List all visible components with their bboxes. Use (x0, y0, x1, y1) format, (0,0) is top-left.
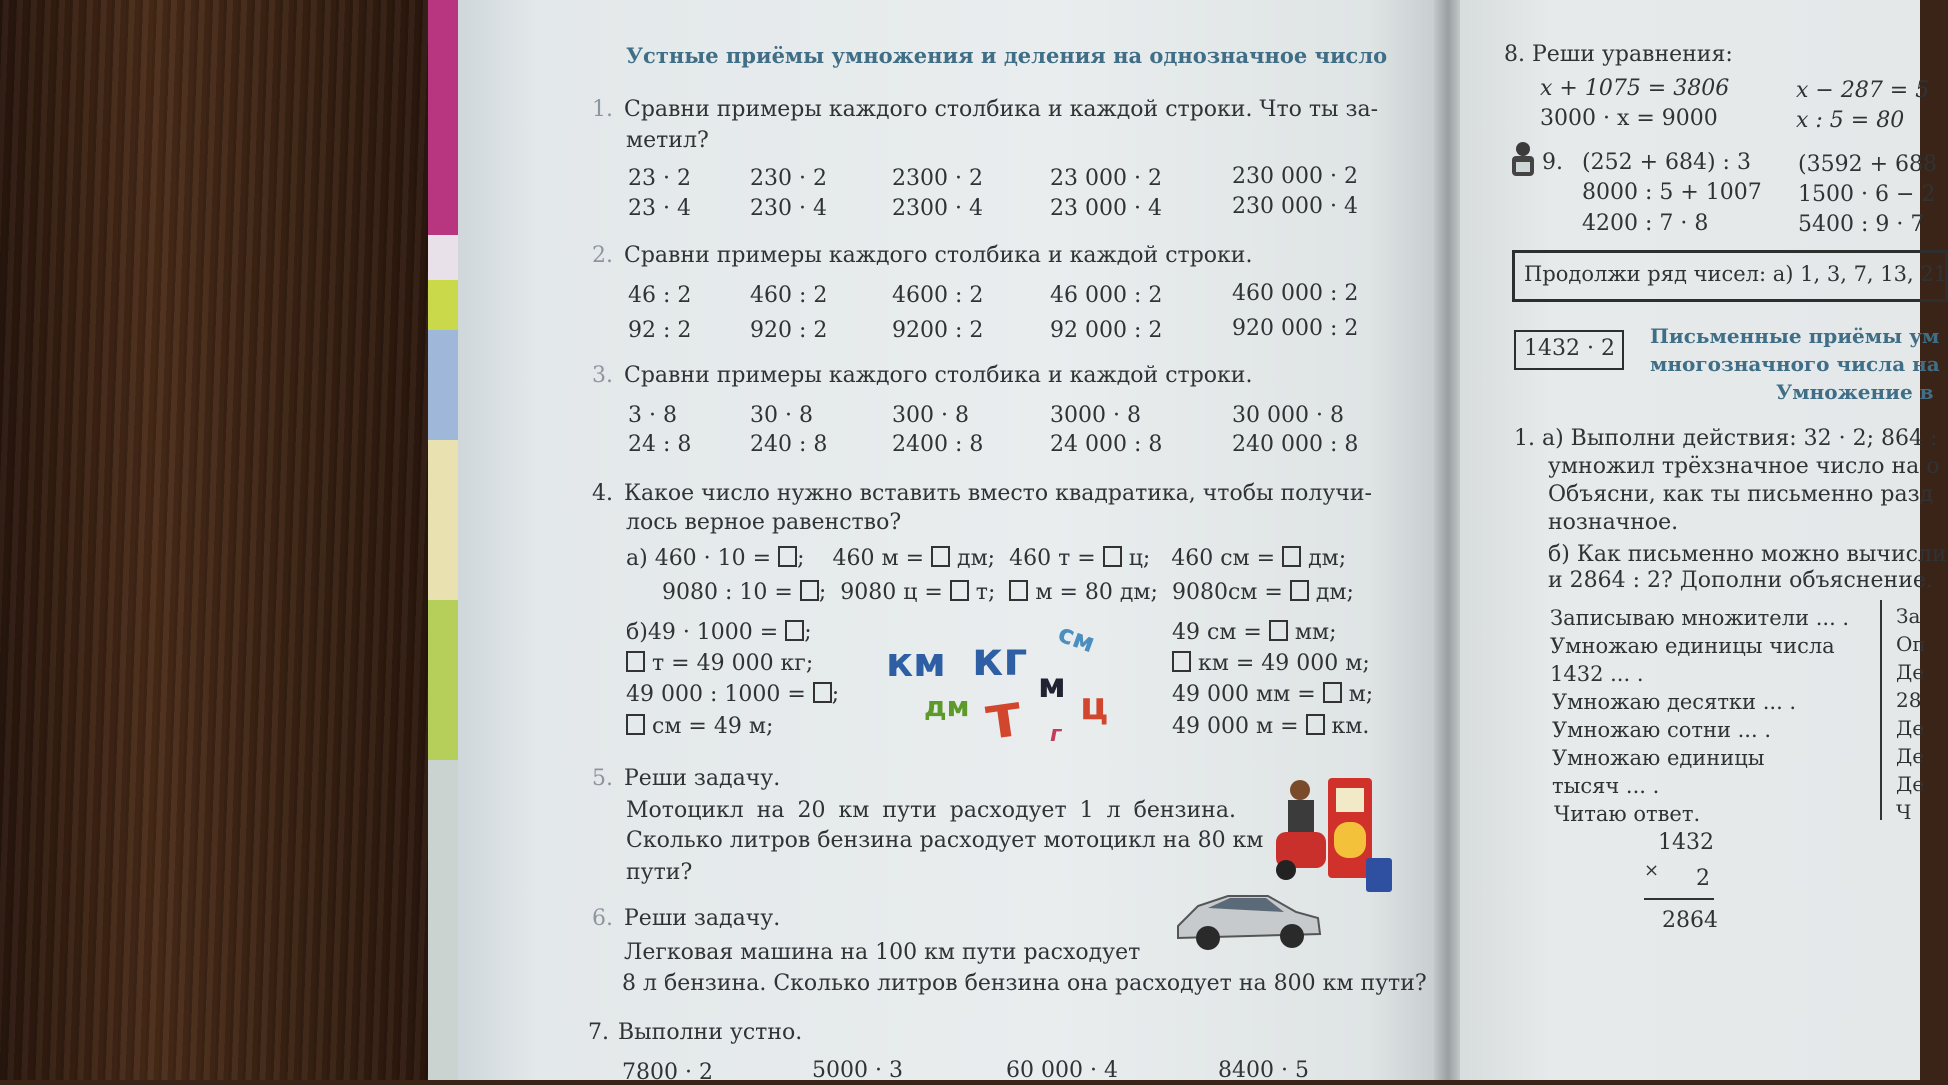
task-5-line1: Мотоцикл на 20 км пути расходует 1 л бензина. (626, 798, 1236, 823)
equation: x : 5 = 80 (1796, 108, 1905, 133)
task-2-cell: 460 : 2 (750, 283, 828, 308)
expr: ; (831, 682, 840, 707)
expr: т; (968, 580, 996, 605)
expr: 9080 : 10 = (662, 580, 793, 605)
task-1-cell: 23 000 · 2 (1050, 166, 1162, 191)
task-2-cell: 920 : 2 (750, 318, 828, 343)
task-3-cell: 30 000 · 8 (1232, 403, 1344, 428)
expr: см = 49 м; (645, 714, 774, 739)
task-4-line2: лось верное равенство? (626, 510, 902, 535)
car-illustration (1168, 876, 1328, 956)
task-2-cell: 9200 : 2 (892, 318, 984, 343)
expr: 9080 ц = (840, 580, 943, 605)
task-9-expr: (252 + 684) : 3 (1582, 150, 1751, 175)
answer-box (778, 546, 797, 567)
answer-box (626, 714, 645, 735)
answer-box (1269, 620, 1288, 641)
section-tag: 1432 · 2 (1524, 336, 1615, 361)
task-4-line1: Какое число нужно вставить вместо квадратика, чтобы получи- (624, 481, 1372, 506)
expr: дм; (950, 546, 996, 571)
q1-line: и 2864 : 2? Дополни объяснение. (1548, 568, 1933, 593)
task-4b-l1 (626, 620, 812, 645)
expr: а) 460 · 10 = (626, 546, 772, 571)
calc-result: 2864 (1662, 908, 1718, 933)
task-1-cell: 230 000 · 4 (1232, 194, 1358, 219)
answer-box (800, 580, 819, 601)
task-3-cell: 30 · 8 (750, 403, 813, 428)
expr: км = 49 000 м; (1191, 651, 1370, 676)
task-1-line1: Сравни примеры каждого столбика и каждой строки. Что ты за- (624, 97, 1379, 122)
task-4b-r1 (1172, 620, 1337, 645)
task-6-line2: 8 л бензина. Сколько литров бензина она расходует на 800 км пути? (622, 971, 1427, 996)
task-4a-row2 (662, 580, 1354, 605)
task-7-item: 5000 · 3 (812, 1058, 903, 1083)
answer-box (1290, 580, 1309, 601)
task-4b-l3 (626, 682, 839, 707)
task-5-number: 5. (592, 766, 613, 791)
answer-box (1103, 546, 1122, 567)
task-2-cell: 920 000 : 2 (1232, 316, 1359, 341)
side-fragment: Де (1896, 772, 1925, 796)
task-6-head: Реши задачу. (624, 906, 781, 931)
expr: 49 000 : 1000 = (626, 682, 806, 707)
task-6-number: 6. (592, 906, 613, 931)
unit-letter: дм (924, 690, 970, 723)
answer-box (785, 620, 804, 641)
section-title-line2: многозначного числа на (1650, 352, 1940, 376)
answer-box (1323, 682, 1342, 703)
task-3-cell: 3 · 8 (628, 403, 677, 428)
expr: м = 80 дм; (1028, 580, 1158, 605)
q1-line: б) Как письменно можно вычисли (1548, 542, 1947, 567)
page-gutter (1434, 0, 1462, 1080)
task-3-line1: Сравни примеры каждого столбика и каждой строки. (624, 363, 1253, 388)
task-4-number: 4. (592, 481, 613, 506)
expr: ; (818, 580, 827, 605)
side-fragment: Ч (1896, 800, 1912, 824)
side-fragment: Де (1896, 716, 1925, 740)
side-fragment: 28 (1896, 688, 1922, 712)
unit-letter: ц (1080, 684, 1109, 728)
expr: 9080см = (1171, 580, 1283, 605)
answer-box (626, 651, 645, 672)
unit-letter: т (981, 679, 1026, 755)
expr: мм; (1287, 620, 1337, 645)
continue-sequence-text: Продолжи ряд чисел: а) 1, 3, 7, 13, 21 (1524, 262, 1948, 286)
task-2-line1: Сравни примеры каждого столбика и каждой строки. (624, 243, 1253, 268)
expr: б)49 · 1000 = (626, 620, 779, 645)
expr: 49 000 мм = (1172, 682, 1316, 707)
q1-line: Объясни, как ты письменно разд (1548, 482, 1934, 507)
expr: ц; (1121, 546, 1151, 571)
side-fragment: Де (1896, 660, 1925, 684)
unit-letter: кг (972, 632, 1028, 686)
page-title: Устные приёмы умножения и деления на однозначное число (626, 43, 1388, 68)
task-7-item: 60 000 · 4 (1006, 1058, 1118, 1083)
task-9-expr: 4200 : 7 · 8 (1582, 211, 1709, 236)
task-1-cell: 2300 · 4 (892, 196, 983, 221)
equation: x − 287 = 5 (1796, 78, 1930, 103)
calc-multiplicand: 1432 (1658, 830, 1714, 855)
answer-box (1009, 580, 1028, 601)
task-1-number: 1. (592, 97, 613, 122)
task-7-item: 7800 · 2 (622, 1060, 713, 1085)
side-fragment: За (1896, 604, 1921, 628)
step-line: Умножаю десятки ... . (1552, 690, 1797, 714)
unit-letter: см (1053, 618, 1099, 660)
expr: ; (797, 546, 805, 571)
expr: дм; (1301, 546, 1347, 571)
task-5-line2: Сколько литров бензина расходует мотоцикл на 80 км (626, 828, 1264, 853)
task-9-expr: 1500 · 6 − 2 (1798, 182, 1936, 207)
side-fragment: Де (1896, 744, 1925, 768)
task-5-head: Реши задачу. (624, 766, 781, 791)
unit-letter: км (886, 640, 946, 686)
task-1-cell: 23 · 4 (628, 196, 691, 221)
task-3-cell: 3000 · 8 (1050, 403, 1141, 428)
unit-letter: м (1038, 666, 1066, 706)
task-4b-l2 (626, 651, 813, 676)
answer-box (950, 580, 969, 601)
task-1-cell: 23 · 2 (628, 166, 691, 191)
task-5-line3: пути? (626, 860, 693, 885)
step-line: Умножаю единицы числа (1550, 634, 1835, 658)
task-1-cell: 23 000 · 4 (1050, 196, 1162, 221)
task-2-cell: 460 000 : 2 (1232, 281, 1359, 306)
q1-line: нозначное. (1548, 510, 1679, 535)
expr: 460 м = (832, 546, 925, 571)
task-4b-r4 (1172, 714, 1369, 739)
answer-box (1172, 651, 1191, 672)
task-4b-r2 (1172, 651, 1370, 676)
expr: ; (804, 620, 812, 645)
unit-letter: г (1050, 722, 1062, 747)
child-reading-icon (1508, 140, 1538, 178)
task-7-number: 7. (588, 1020, 609, 1045)
expr: 460 т = (1009, 546, 1096, 571)
task-8-head: 8. Реши уравнения: (1504, 42, 1733, 67)
task-3-cell: 24 000 : 8 (1050, 432, 1163, 457)
task-9-number: 9. (1542, 150, 1563, 175)
step-line: Умножаю единицы (1552, 746, 1765, 770)
task-2-number: 2. (592, 243, 613, 268)
task-7-head: Выполни устно. (618, 1020, 803, 1045)
task-2-cell: 92 : 2 (628, 318, 692, 343)
calc-underline (1644, 898, 1714, 900)
expr: м; (1341, 682, 1374, 707)
calc-sign: × (1644, 860, 1660, 881)
expr: дм; (1308, 580, 1354, 605)
q1-line: 1. а) Выполни действия: 32 · 2; 864 : (1514, 426, 1938, 451)
step-line: тысяч ... . (1552, 774, 1660, 798)
equation: 3000 · x = 9000 (1540, 106, 1718, 131)
expr: 49 см = (1172, 620, 1262, 645)
task-3-cell: 240 000 : 8 (1232, 432, 1359, 457)
equation: x + 1075 = 3806 (1540, 76, 1730, 101)
step-line: Записываю множители ... . (1550, 606, 1850, 630)
section-title-line3: Умножение в (1776, 380, 1934, 404)
expr: т = 49 000 кг; (645, 651, 814, 676)
task-4a-row1 (626, 546, 1346, 571)
task-2-cell: 92 000 : 2 (1050, 318, 1163, 343)
step-line: Умножаю сотни ... . (1552, 718, 1772, 742)
task-1-line2: метил? (626, 128, 709, 153)
answer-box (931, 546, 950, 567)
task-9-expr: 8000 : 5 + 1007 (1582, 180, 1762, 205)
answer-box (1282, 546, 1301, 567)
step-line: 1432 ... . (1550, 662, 1644, 686)
section-title-line1: Письменные приёмы ум (1650, 324, 1940, 348)
answer-box (813, 682, 832, 703)
task-2-cell: 46 : 2 (628, 283, 692, 308)
answer-box (1306, 714, 1325, 735)
task-3-cell: 240 : 8 (750, 432, 828, 457)
expr: км. (1324, 714, 1370, 739)
task-9-expr: 5400 : 9 · 7 (1798, 212, 1925, 237)
task-9-expr: (3592 + 688 (1798, 152, 1937, 177)
q1-line: умножил трёхзначное число на о (1548, 454, 1940, 479)
task-1-cell: 2300 · 2 (892, 166, 983, 191)
task-6-line1: Легковая машина на 100 км пути расходует (624, 940, 1141, 965)
side-fragment: Оп (1896, 632, 1926, 656)
book-spine (428, 0, 458, 1080)
task-4b-l4 (626, 714, 773, 739)
expr: 49 000 м = (1172, 714, 1299, 739)
column-divider (1880, 600, 1882, 820)
expr: 460 см = (1171, 546, 1276, 571)
task-1-cell: 230 · 2 (750, 166, 827, 191)
task-3-number: 3. (592, 363, 613, 388)
task-3-cell: 300 · 8 (892, 403, 969, 428)
task-3-cell: 24 : 8 (628, 432, 692, 457)
task-1-cell: 230 000 · 2 (1232, 164, 1358, 189)
task-1-cell: 230 · 4 (750, 196, 827, 221)
task-2-cell: 4600 : 2 (892, 283, 984, 308)
task-7-item: 8400 · 5 (1218, 1058, 1309, 1083)
task-3-cell: 2400 : 8 (892, 432, 984, 457)
step-line: Читаю ответ. (1554, 802, 1701, 826)
calc-multiplier: 2 (1696, 866, 1710, 891)
task-2-cell: 46 000 : 2 (1050, 283, 1163, 308)
task-4b-r3 (1172, 682, 1373, 707)
wooden-table (0, 0, 440, 1080)
